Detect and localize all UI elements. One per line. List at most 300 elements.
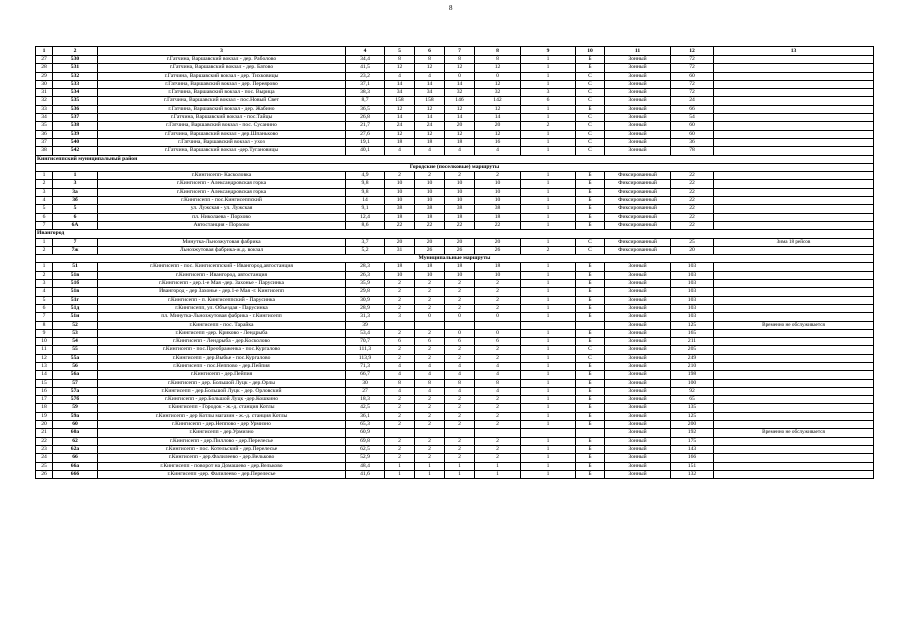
table-cell: Ивангород - дер Захонье - дер.1-е Мая -г. Кингисепп (98, 288, 346, 296)
table-cell: 175 (671, 437, 714, 445)
table-cell: Б (576, 205, 605, 213)
table-cell: 2 (385, 454, 415, 462)
page-number: 8 (449, 4, 453, 12)
table-cell: 125 (671, 321, 714, 329)
table-cell: 2 (445, 280, 475, 288)
table-cell: 0 (445, 72, 475, 80)
table-row (36, 454, 874, 462)
table-cell: 2 (475, 288, 521, 296)
table-cell: 2 (385, 304, 415, 312)
table-cell: 52 (53, 321, 98, 329)
table-cell: С (576, 130, 605, 138)
table-cell: Б (576, 437, 605, 445)
table-row (36, 130, 874, 138)
table-cell: 12,4 (346, 213, 385, 221)
table-cell: 72 (671, 64, 714, 72)
table-cell: 51 (53, 263, 98, 271)
table-cell: 1 (475, 470, 521, 478)
table-cell: пл. Николаева - Порхово (98, 213, 346, 221)
table-cell: 20 (445, 122, 475, 130)
table-cell: 55а (53, 354, 98, 362)
header-cell: 7 (445, 47, 475, 56)
table-row (36, 97, 874, 105)
table-cell: 2 (415, 329, 445, 337)
table-cell: 12 (385, 130, 415, 138)
table-cell: Фиксированный (605, 238, 671, 246)
table-row (36, 80, 874, 88)
table-cell: 210 (671, 362, 714, 370)
table-cell: г.Кингисепп, ул. Объездая - Парусинка (98, 304, 346, 312)
table-cell: 198 (671, 371, 714, 379)
table-cell: 1 (445, 462, 475, 470)
table-cell: Б (576, 172, 605, 180)
table-cell: 14 (385, 80, 415, 88)
subsection-row (36, 163, 874, 171)
table-row (36, 246, 874, 254)
table-cell: 22 (671, 221, 714, 229)
table-cell: 3 (36, 188, 53, 196)
table-cell: 531 (53, 64, 98, 72)
table-cell: 65 (671, 396, 714, 404)
table-cell: Б (576, 454, 605, 462)
table-cell: 158 (385, 97, 415, 105)
table-cell: 14 (475, 114, 521, 122)
table-cell: 10 (36, 338, 53, 346)
table-cell: 4 (415, 371, 445, 379)
table-cell: 3,7 (346, 238, 385, 246)
table-cell: г.Кингисепп - дер Котлы магазин - ж.-д. станция Котлы (98, 412, 346, 420)
table-cell: 2 (475, 437, 521, 445)
table-cell: 166 (671, 454, 714, 462)
table-row (36, 221, 874, 229)
table-cell: 26 (36, 470, 53, 478)
table-cell: 4 (385, 362, 415, 370)
table-cell: 51г (53, 296, 98, 304)
table-cell: 66 (671, 105, 714, 113)
table-cell: 111,3 (346, 346, 385, 354)
table-cell (714, 470, 874, 478)
header-cell: 12 (671, 47, 714, 56)
table-cell: 38 (475, 205, 521, 213)
table-cell: 12 (36, 354, 53, 362)
table-cell: С (576, 138, 605, 146)
table-cell: 24 (36, 454, 53, 462)
table-cell: 103 (671, 280, 714, 288)
table-cell: 10 (475, 197, 521, 205)
table-cell (714, 64, 874, 72)
table-cell: 2 (445, 354, 475, 362)
table-cell: 24 (415, 122, 445, 130)
table-cell: 12 (445, 105, 475, 113)
table-cell: 35 (36, 122, 53, 130)
table-cell: 211 (671, 338, 714, 346)
table-cell: г.Кингисепп -дер. Фалилеево - дер.Перелесье (98, 470, 346, 478)
table-cell: 2 (385, 288, 415, 296)
table-cell: 533 (53, 80, 98, 88)
table-cell: 38,3 (346, 89, 385, 97)
table-cell: 1 (521, 271, 576, 279)
table-cell (445, 429, 475, 437)
table-cell: г.Кингисепп - дер.1-е Мая -дер. Захонье - Парусинка (98, 280, 346, 288)
table-cell: 51б (53, 280, 98, 288)
table-cell: 1 (36, 172, 53, 180)
table-cell: г.Кингисепп - дер.Выбье - пос.Кургалово (98, 354, 346, 362)
table-cell: г.Кингисепп - дер. Большой Луцк - дер.Орлы (98, 379, 346, 387)
table-row (36, 313, 874, 321)
table-cell (714, 371, 874, 379)
table-cell (714, 114, 874, 122)
table-cell: 0 (475, 329, 521, 337)
table-cell: 1 (36, 263, 53, 271)
table-cell: Б (576, 396, 605, 404)
table-cell: 24 (385, 122, 415, 130)
table-cell: 23 (36, 445, 53, 453)
table-cell: Зонный (605, 288, 671, 296)
table-cell: Зонный (605, 72, 671, 80)
table-cell: г.Кингисепп - дер.Пейпия (98, 371, 346, 379)
table-cell: С (576, 89, 605, 97)
table-cell: 1 (521, 238, 576, 246)
table-cell: Зонный (605, 263, 671, 271)
table-cell: Зонный (605, 105, 671, 113)
section-row (36, 155, 874, 163)
table-cell: г.Кингисепп - Ивангород, автостанция (98, 271, 346, 279)
table-cell: Б (576, 462, 605, 470)
table-row (36, 213, 874, 221)
table-cell (714, 288, 874, 296)
table-cell: 1 (521, 470, 576, 478)
table-cell: 3 (385, 313, 415, 321)
table-cell: 1 (415, 462, 445, 470)
table-cell: 2 (445, 437, 475, 445)
table-cell: 72 (671, 56, 714, 64)
table-cell: Б (576, 329, 605, 337)
table-cell: Зонный (605, 89, 671, 97)
table-cell: 1 (521, 72, 576, 80)
table-cell: г.Кингисепп - Александровская горка (98, 180, 346, 188)
table-cell: 2 (475, 296, 521, 304)
table-cell: 20 (445, 238, 475, 246)
table-row (36, 280, 874, 288)
table-cell (714, 180, 874, 188)
table-cell: 1 (521, 387, 576, 395)
table-cell: 12 (385, 64, 415, 72)
table-cell: 1 (521, 64, 576, 72)
table-cell: 65,3 (346, 421, 385, 429)
table-cell: 9,1 (346, 205, 385, 213)
table-cell: 6 (445, 338, 475, 346)
table-cell: 1 (521, 462, 576, 470)
table-cell: 56 (53, 362, 98, 370)
table-cell: Зонный (605, 454, 671, 462)
table-cell: 30 (36, 80, 53, 88)
table-cell (714, 304, 874, 312)
table-cell: 5 (53, 205, 98, 213)
table-cell: Зонный (605, 462, 671, 470)
table-cell: 18 (36, 404, 53, 412)
table-cell: 18 (475, 213, 521, 221)
table-cell: 1 (521, 188, 576, 196)
table-cell: 60 (671, 130, 714, 138)
table-cell: 2 (475, 412, 521, 420)
table-cell: Б (576, 221, 605, 229)
section-title: Кингисеппский муниципальный район (36, 155, 874, 163)
table-cell: г.Кингисепп - Александровская горка (98, 188, 346, 196)
table-cell: 1 (521, 346, 576, 354)
header-cell: 8 (475, 47, 521, 56)
table-cell: 70,7 (346, 338, 385, 346)
table-cell: 1 (385, 462, 415, 470)
table-cell: 2 (445, 396, 475, 404)
table-cell: 20 (36, 421, 53, 429)
table-cell: 1 (521, 313, 576, 321)
table-cell: 3а (53, 188, 98, 196)
table-cell: 60а (53, 429, 98, 437)
header-cell: 5 (385, 47, 415, 56)
table-cell: 2 (415, 404, 445, 412)
table-cell (714, 462, 874, 470)
subsection-row (36, 255, 874, 263)
table-cell: Б (576, 313, 605, 321)
table-cell: Фиксированный (605, 172, 671, 180)
table-cell: 18 (385, 138, 415, 146)
table-cell: 10 (445, 197, 475, 205)
table-cell: 4 (445, 362, 475, 370)
table-cell: 18 (445, 213, 475, 221)
table-cell: Зонный (605, 354, 671, 362)
table-cell: 2 (475, 304, 521, 312)
table-cell: 14 (346, 197, 385, 205)
table-cell: Временно не обслуживается (714, 321, 874, 329)
table-cell: 3 (521, 89, 576, 97)
table-row (36, 114, 874, 122)
table-cell: 3 (53, 180, 98, 188)
table-cell: 7 (36, 221, 53, 229)
table-row (36, 338, 874, 346)
table-cell: 1 (521, 263, 576, 271)
table-row (36, 329, 874, 337)
table-cell: 41,5 (346, 64, 385, 72)
table-cell: Фиксированный (605, 213, 671, 221)
table-row (36, 445, 874, 453)
table-cell: 4 (415, 362, 445, 370)
table-cell: 9 (36, 329, 53, 337)
table-cell: 12 (475, 64, 521, 72)
table-cell: Зонный (605, 338, 671, 346)
table-cell (714, 421, 874, 429)
table-cell: 1 (521, 197, 576, 205)
table-cell: 51и (53, 313, 98, 321)
table-cell: 2 (445, 296, 475, 304)
table-cell: 8 (475, 379, 521, 387)
table-cell: 10 (445, 188, 475, 196)
table-row (36, 197, 874, 205)
table-cell: 1 (445, 470, 475, 478)
table-cell: 92 (671, 387, 714, 395)
table-cell: 4 (385, 387, 415, 395)
table-cell: 103 (671, 263, 714, 271)
table-cell: 24 (671, 97, 714, 105)
table-cell: 26 (415, 246, 445, 254)
table-cell: Зонный (605, 437, 671, 445)
table-cell: г.Кингисепп - пос.Неппово - дер.Пейпия (98, 362, 346, 370)
table-row (36, 387, 874, 395)
table-cell: 1 (521, 172, 576, 180)
header-cell: 6 (415, 47, 445, 56)
table-cell: 8 (385, 56, 415, 64)
table-cell: 32 (475, 89, 521, 97)
table-cell: 34 (415, 89, 445, 97)
table-cell (714, 362, 874, 370)
table-cell: С (576, 354, 605, 362)
table-cell: 30 (346, 379, 385, 387)
table-cell: 4 (385, 371, 415, 379)
table-cell: 2 (415, 437, 445, 445)
table-cell (714, 437, 874, 445)
table-cell: 1 (415, 470, 445, 478)
table-cell: 1 (521, 105, 576, 113)
table-cell: 2 (521, 246, 576, 254)
table-cell: 8,6 (346, 221, 385, 229)
table-cell: 29,8 (346, 288, 385, 296)
table-cell: 2 (36, 246, 53, 254)
table-cell: 12 (475, 130, 521, 138)
table-cell: 2 (415, 288, 445, 296)
table-cell: 34 (385, 89, 415, 97)
table-cell: 2 (415, 280, 445, 288)
table-cell: 7 (53, 238, 98, 246)
table-cell (576, 429, 605, 437)
table-cell (714, 246, 874, 254)
table-cell: 31 (385, 246, 415, 254)
table-cell: г.Гатчина, Варшавский вокзал - пос.Новый Свет (98, 97, 346, 105)
table-cell: г.Кингисепп - п. Кингисеппский - Парусинка (98, 296, 346, 304)
table-cell: 135 (671, 404, 714, 412)
table-row (36, 271, 874, 279)
table-cell: 56а (53, 371, 98, 379)
header-cell: 11 (605, 47, 671, 56)
table-cell: 57б (53, 396, 98, 404)
table-cell: 2 (445, 172, 475, 180)
table-cell: 6 (521, 97, 576, 105)
header-cell: 13 (714, 47, 874, 56)
table-cell: г.Кингисепп - Лендрыба - дер.Косколово (98, 338, 346, 346)
table-cell (714, 205, 874, 213)
table-cell (714, 445, 874, 453)
table-cell: Зонный (605, 304, 671, 312)
table-row (36, 72, 874, 80)
table-cell: 6 (36, 213, 53, 221)
table-cell: 4 (415, 72, 445, 80)
table-cell: 2 (445, 412, 475, 420)
table-cell: 4 (475, 371, 521, 379)
table-cell: г.Гатчина, Варшавский вокзал - пос.Тайцы (98, 114, 346, 122)
table-cell: Зонный (605, 56, 671, 64)
table-cell: 22 (415, 221, 445, 229)
table-cell: Б (576, 371, 605, 379)
table-cell (714, 404, 874, 412)
table-cell: 62а (53, 445, 98, 453)
table-cell: С (576, 346, 605, 354)
table-cell: 205 (671, 346, 714, 354)
table-cell: 22 (385, 221, 415, 229)
table-cell: С (576, 246, 605, 254)
table-cell: 0 (445, 329, 475, 337)
table-cell: 32 (36, 97, 53, 105)
table-cell: г.Кингисепп - Городок - ж.-д. станция Котлы (98, 404, 346, 412)
table-cell: 6 (385, 338, 415, 346)
table-cell: С (576, 147, 605, 155)
table-cell: 537 (53, 114, 98, 122)
table-cell: 53,4 (346, 329, 385, 337)
table-cell: Б (576, 180, 605, 188)
table-cell: Минутка-Льнозжутовая фабрика (98, 238, 346, 246)
table-cell: 41,6 (346, 470, 385, 478)
table-cell: г.Кингисепп - пос. Котельский - дер.Перелесье (98, 445, 346, 453)
table-cell: Б (576, 288, 605, 296)
table-cell: 14 (36, 371, 53, 379)
table-cell: 1 (521, 396, 576, 404)
header-cell: 9 (521, 47, 576, 56)
table-cell: 2 (36, 271, 53, 279)
table-cell: 146 (445, 97, 475, 105)
table-cell: Б (576, 445, 605, 453)
table-cell: 125 (671, 412, 714, 420)
table-cell: 2 (475, 454, 521, 462)
table-cell: Зонный (605, 280, 671, 288)
table-cell: 2 (475, 280, 521, 288)
table-cell: 2 (445, 421, 475, 429)
table-cell: 38 (445, 205, 475, 213)
table-cell: 6 (53, 213, 98, 221)
table-cell: г.Кингисепп - пос.Преображенка - пос.Кургалово (98, 346, 346, 354)
table-cell: 10 (445, 180, 475, 188)
table-cell: 1 (385, 470, 415, 478)
table-cell: Зонный (605, 470, 671, 478)
table-cell: С (576, 97, 605, 105)
table-cell: 60,9 (346, 429, 385, 437)
table-cell (714, 138, 874, 146)
table-cell: 142 (475, 97, 521, 105)
table-cell: 0 (445, 313, 475, 321)
table-cell (714, 172, 874, 180)
table-row (36, 346, 874, 354)
table-cell: 51в (53, 271, 98, 279)
table-cell: 20 (385, 238, 415, 246)
table-cell: 249 (671, 354, 714, 362)
table-cell: 72 (671, 80, 714, 88)
table-cell: 12 (415, 130, 445, 138)
table-cell: Б (576, 304, 605, 312)
table-row (36, 56, 874, 64)
table-cell: 540 (53, 138, 98, 146)
table-cell: г.Кингисепп - пос. Кингисеппский - Ивангород,автостанция (98, 263, 346, 271)
table-cell: 2 (385, 445, 415, 453)
table-cell: 10 (385, 197, 415, 205)
table-cell: Зонный (605, 362, 671, 370)
table-cell: 26 (445, 246, 475, 254)
table-row (36, 288, 874, 296)
table-cell: 42,5 (346, 404, 385, 412)
header-cell: 1 (36, 47, 53, 56)
table-cell: 12 (385, 105, 415, 113)
table-cell: Зонный (605, 296, 671, 304)
table-cell: С (576, 114, 605, 122)
table-cell: 10 (475, 180, 521, 188)
table-cell (714, 329, 874, 337)
table-cell: 33 (36, 105, 53, 113)
table-cell: 2 (475, 421, 521, 429)
